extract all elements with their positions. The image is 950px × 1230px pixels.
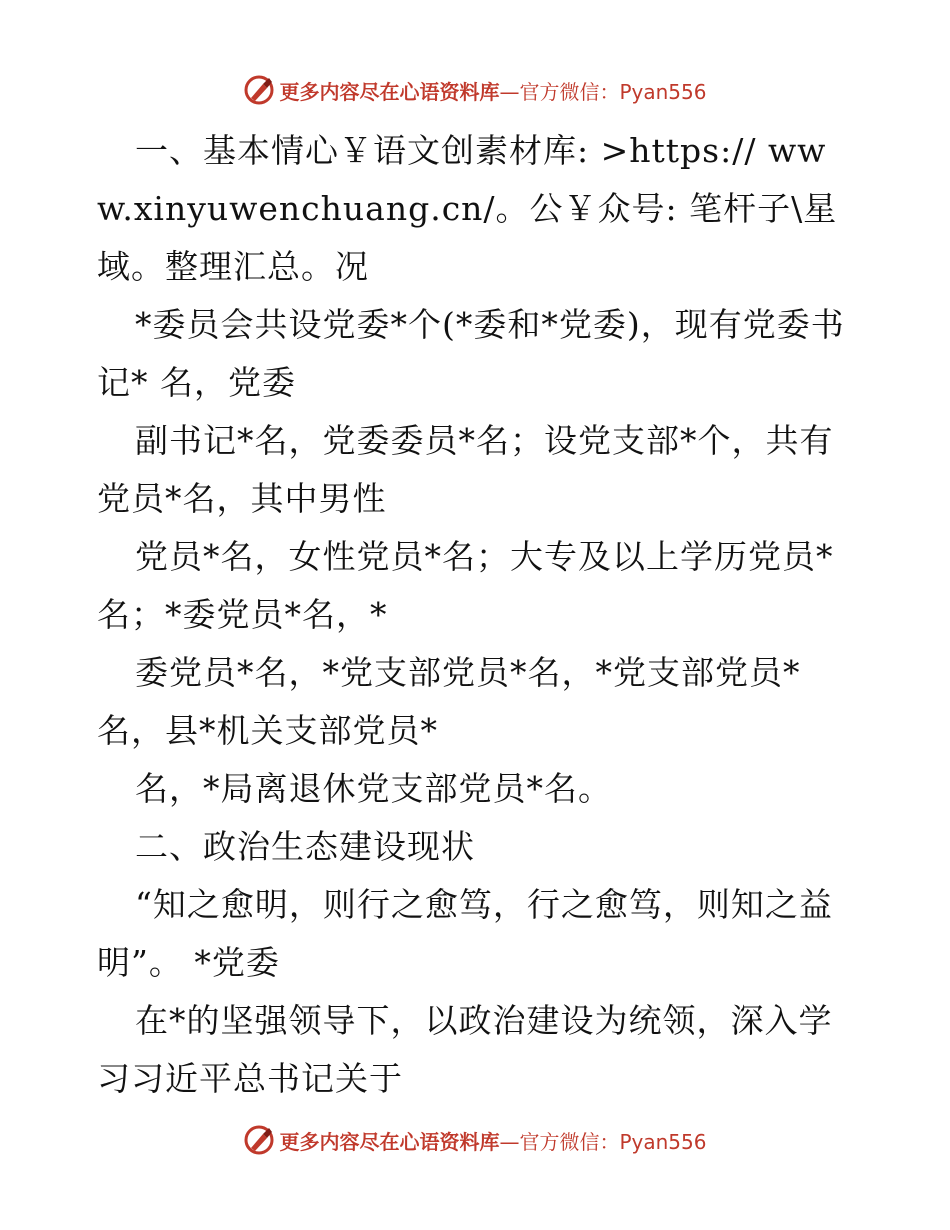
paragraph-1: 一、基本情心￥语文创素材库: >https:// www.xinyuwenchuang.cn/。公￥众号: 笔杆子\星域。整理汇总。况 [97,131,838,286]
banner-separator: — [499,79,520,104]
pen-logo-icon [243,1124,275,1156]
footer-banner [0,1120,950,1160]
section-heading: 二、政治生态建设现状 [135,827,475,866]
paragraph-8: 在*的坚强领导下，以政治建设为统领，深入学习习近平总书记关于 [97,1001,833,1098]
paragraph-4: 党员*名，女性党员*名；大专及以上学历党员*名；*委党员*名，* [97,537,834,634]
header-banner [0,70,950,110]
paragraph-2: *委员会共设党委*个(*委和*党委)，现有党委书记* 名，党委 [97,305,845,402]
paragraph-3: 副书记*名，党委委员*名；设党支部*个，共有党员*名，其中男性 [97,421,834,518]
document-body [97,122,857,1108]
banner-separator: — [499,1129,520,1154]
paragraph-6: 名，*局离退休党支部党员*名。 [135,769,612,808]
paragraph-7: “知之愈明，则行之愈笃，行之愈笃，则知之益明”。 *党委 [97,885,833,982]
banner-wechat-text: 官方微信：Pyan556 [519,1129,707,1154]
banner-main-text: 更多内容尽在心语资料库 [279,79,500,104]
pen-logo-icon [243,74,275,106]
paragraph-5: 委党员*名，*党支部党员*名，*党支部党员*名，县*机关支部党员* [97,653,801,750]
banner-main-text: 更多内容尽在心语资料库 [279,1129,500,1154]
banner-wechat-text: 官方微信：Pyan556 [519,79,707,104]
